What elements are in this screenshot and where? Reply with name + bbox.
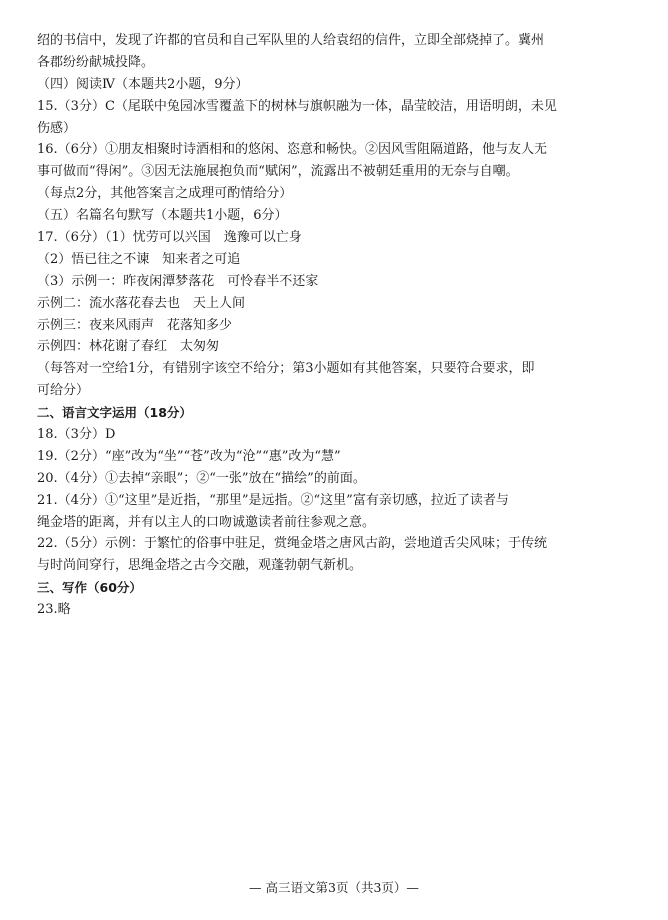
answer-15: 15.（3分）C（尾联中兔园冰雪覆盖下的树林与旗帜融为一体，晶莹皎洁，用语明朗，未见 [37, 98, 557, 114]
answer-18: 18.（3分）D [37, 427, 116, 443]
text-line: （2）悟已往之不谏 知来者之可追 [37, 251, 241, 267]
text-line: 事可做而“得闲”。③因无法施展抱负而“赋闲”，流露出不被朝廷重用的无奈与自嘲。 [37, 164, 519, 180]
scoring-note: （每点2分，其他答案言之成理可酌情给分） [37, 186, 293, 202]
answer-22: 22.（5分）示例：于繁忙的俗事中驻足，赏绳金塔之唐风古韵，尝地道舌尖风味；于传统 [37, 536, 547, 552]
text-line: 绳金塔的距离，并有以主人的口吻诚邀读者前往参观之意。 [37, 514, 376, 530]
text-line: 示例四：林花谢了春红 太匆匆 [37, 339, 220, 355]
text-line: 绍的书信中，发现了许都的官员和自己军队里的人给袁绍的信件，立即全部烧掉了。冀州 [37, 33, 545, 48]
section-heading-bold: 二、语言文字运用（18分） [37, 405, 192, 421]
answer-21: 21.（4分）①“这里”是近指，“那里”是远指。②“这里”富有亲切感，拉近了读者与 [37, 492, 509, 508]
answer-20: 20.（4分）①去掉“亲眼”；②“一张”放在“描绘”的前面。 [37, 470, 366, 486]
answer-17: 17.（6分）（1）忧劳可以兴国 逸豫可以亡身 [37, 230, 302, 246]
text-line: （3）示例一：昨夜闲潭梦落花 可怜春半不还家 [37, 273, 319, 289]
text-line: 示例二：流水落花春去也 天上人间 [37, 295, 246, 311]
section-heading: （五）名篇名句默写（本题共1小题，6分） [37, 208, 288, 224]
answer-19: 19.（2分）“座”改为“坐”“苍”改为“沧”“惠”改为“慧” [37, 448, 341, 464]
text-line: 可给分） [37, 383, 90, 399]
text-line: 示例三：夜来风雨声 花落知多少 [37, 317, 233, 333]
page-footer: — 高三语文第3页（共3页）— [249, 880, 419, 895]
text-line: 各郡纷纷献城投降。 [37, 54, 155, 70]
answer-16: 16.（6分）①朋友相聚时诗酒相和的悠闲、恣意和畅快。②因风雪阻隔道路，他与友人无 [37, 142, 547, 158]
text-line: 伤感） [37, 120, 77, 136]
answer-key-text [37, 30, 637, 621]
text-line: 与时尚间穿行，思绳金塔之古今交融，观蓬勃朝气新机。 [37, 558, 363, 574]
answer-23: 23.略 [37, 602, 71, 618]
scoring-note: （每答对一空给1分，有错别字该空不给分；第3小题如有其他答案，只要符合要求，即 [37, 361, 535, 377]
section-heading-bold: 三、写作（60分） [37, 580, 142, 596]
section-heading: （四）阅读Ⅳ（本题共2小题，9分） [37, 76, 249, 92]
